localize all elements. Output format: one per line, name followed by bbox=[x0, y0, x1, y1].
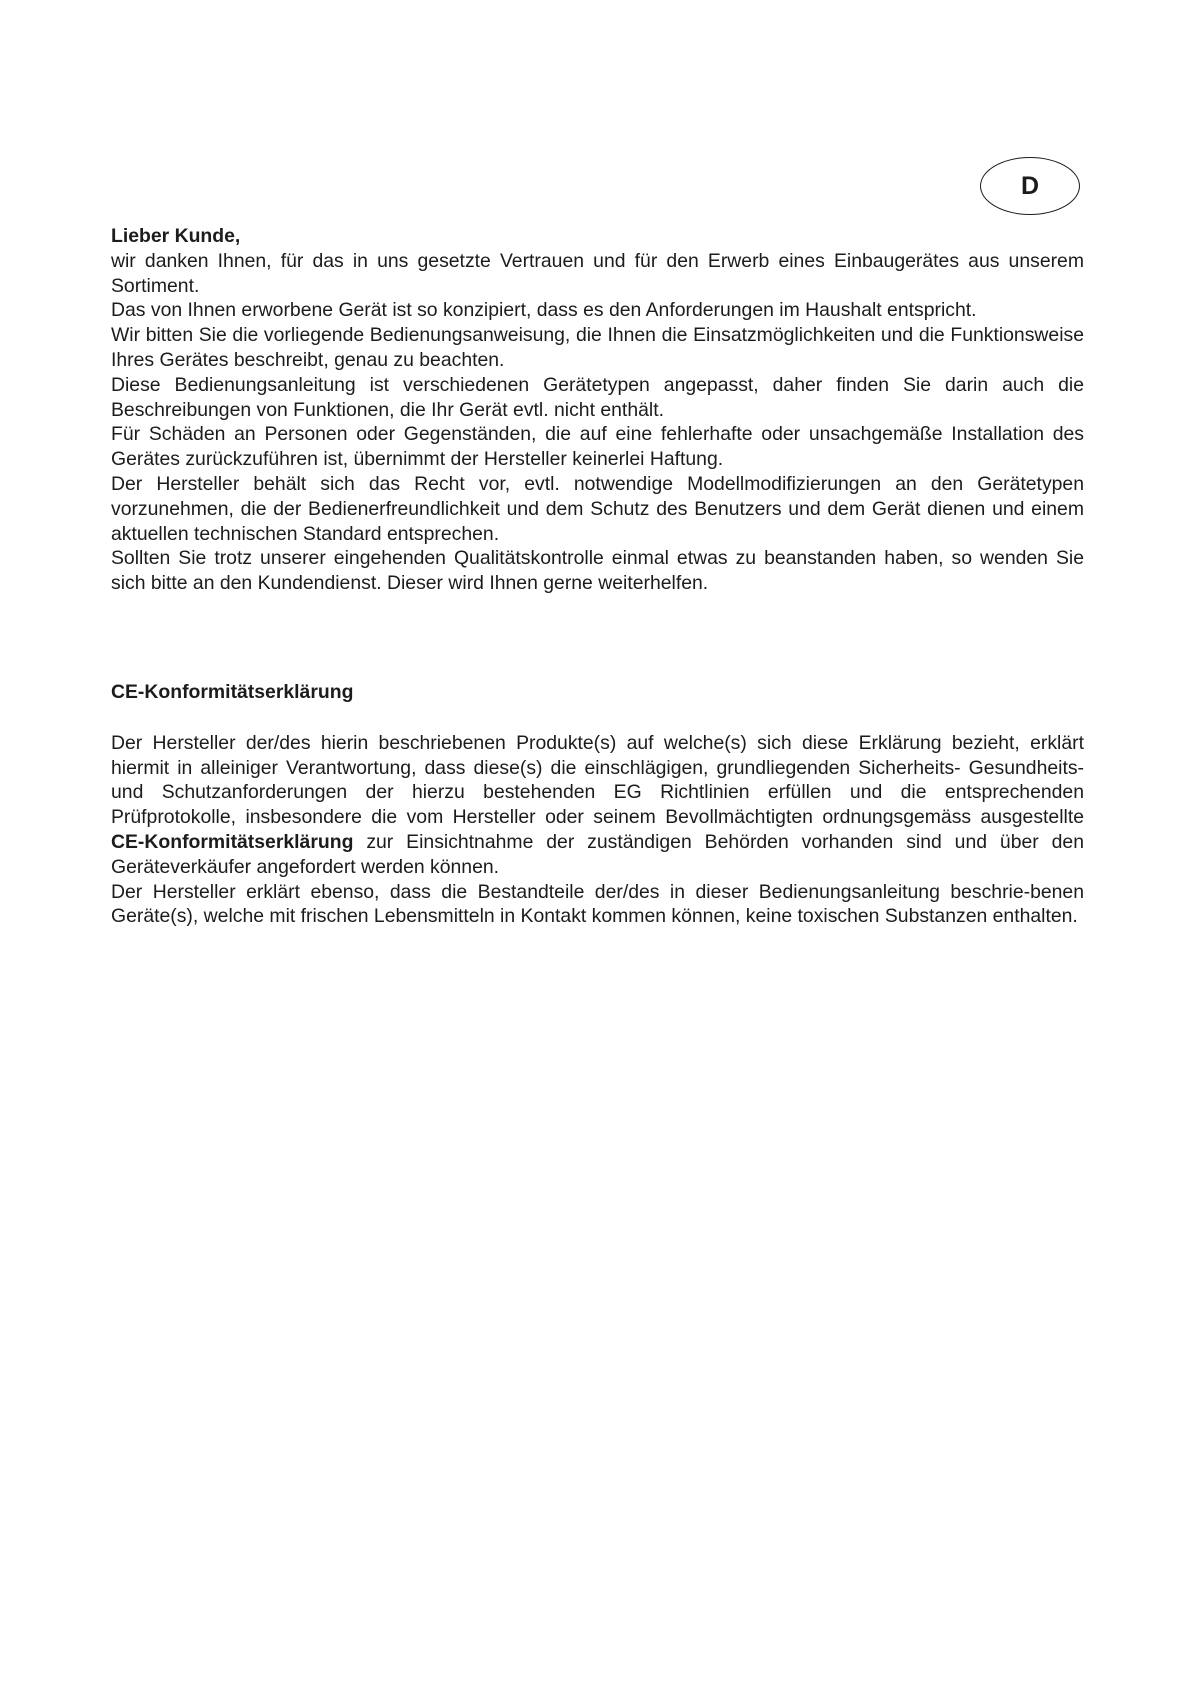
intro-paragraph-1: wir danken Ihnen, für das in uns gesetzte Vertrauen und für den Erwerb eines Einbaugerätes aus unserem Sortiment. bbox=[111, 249, 1084, 297]
ce-paragraph-1 bbox=[111, 731, 1084, 880]
ce-paragraph-2: Der Hersteller erklärt ebenso, dass die Bestandteile der/des in dieser Bedienungsanleitung beschrie-benen Geräte(s), welche mit frischen Lebensmitteln in Kontakt kommen können, keine toxischen Substanzen enthalten. bbox=[111, 880, 1084, 928]
ce-paragraph-1-text-a: Der Hersteller der/des hierin beschriebenen Produkte(s) auf welche(s) sich diese Erklärung bezieht, erklärt hiermit in alleiniger Verantwortung, dass diese(s) die einschlägigen, grundliegenden Sicherheits- Gesundheits- und Schutzanforderungen der hierzu bestehenden EG Richtlinien erfüllen und die entsprechenden Prüfprotokolle, insbesondere die vom Hersteller oder seinem Bevollmächtigten ordnungsgemäss ausgestellte bbox=[111, 731, 1084, 829]
intro-paragraph-6: Der Hersteller behält sich das Recht vor, evtl. notwendige Modellmodifizierungen an den Gerätetypen vorzunehmen, die der Bedienerfreundlichkeit und dem Schutz des Benutzers und dem Gerät dienen und einem aktuellen technischen Standard entsprechen. bbox=[111, 472, 1084, 545]
document-body bbox=[111, 224, 1084, 929]
intro-paragraph-7: Sollten Sie trotz unserer eingehenden Qualitätskontrolle einmal etwas zu beanstanden haben, so wenden Sie sich bitte an den Kundendienst. Dieser wird Ihnen gerne weiterhelfen. bbox=[111, 547, 1084, 595]
section-spacer bbox=[111, 705, 1084, 731]
language-badge: D bbox=[980, 157, 1080, 215]
ce-paragraph-1-text-b: zur Einsichtnahme der zuständigen Behörden vorhanden sind und über den Geräteverkäufer angefordert werden können. bbox=[111, 830, 1084, 878]
ce-section-title: CE-Konformitätserklärung bbox=[111, 680, 354, 703]
intro-paragraph-5: Für Schäden an Personen oder Gegenständen, die auf eine fehlerhafte oder unsachgemäße Installation des Gerätes zurückzuführen ist, übernimmt der Hersteller keinerlei Haftung. bbox=[111, 423, 1084, 471]
greeting: Lieber Kunde, bbox=[111, 225, 241, 247]
intro-paragraph-3: Wir bitten Sie die vorliegende Bedienungsanweisung, die Ihnen die Einsatzmöglichkeiten und die Funktionsweise Ihres Gerätes beschreibt, genau zu beachten. bbox=[111, 324, 1084, 371]
intro-paragraph-4: Diese Bedienungsanleitung ist verschiedenen Gerätetypen angepasst, daher finden Sie darin auch die Beschreibungen von Funktionen, die Ihr Gerät evtl. nicht enthält. bbox=[111, 373, 1084, 421]
intro-paragraph-2: Das von Ihnen erworbene Gerät ist so konzipiert, dass es den Anforderungen im Haushalt entspricht. bbox=[111, 299, 977, 322]
ce-declaration-emphasis: CE-Konformitätserklärung bbox=[111, 830, 354, 853]
